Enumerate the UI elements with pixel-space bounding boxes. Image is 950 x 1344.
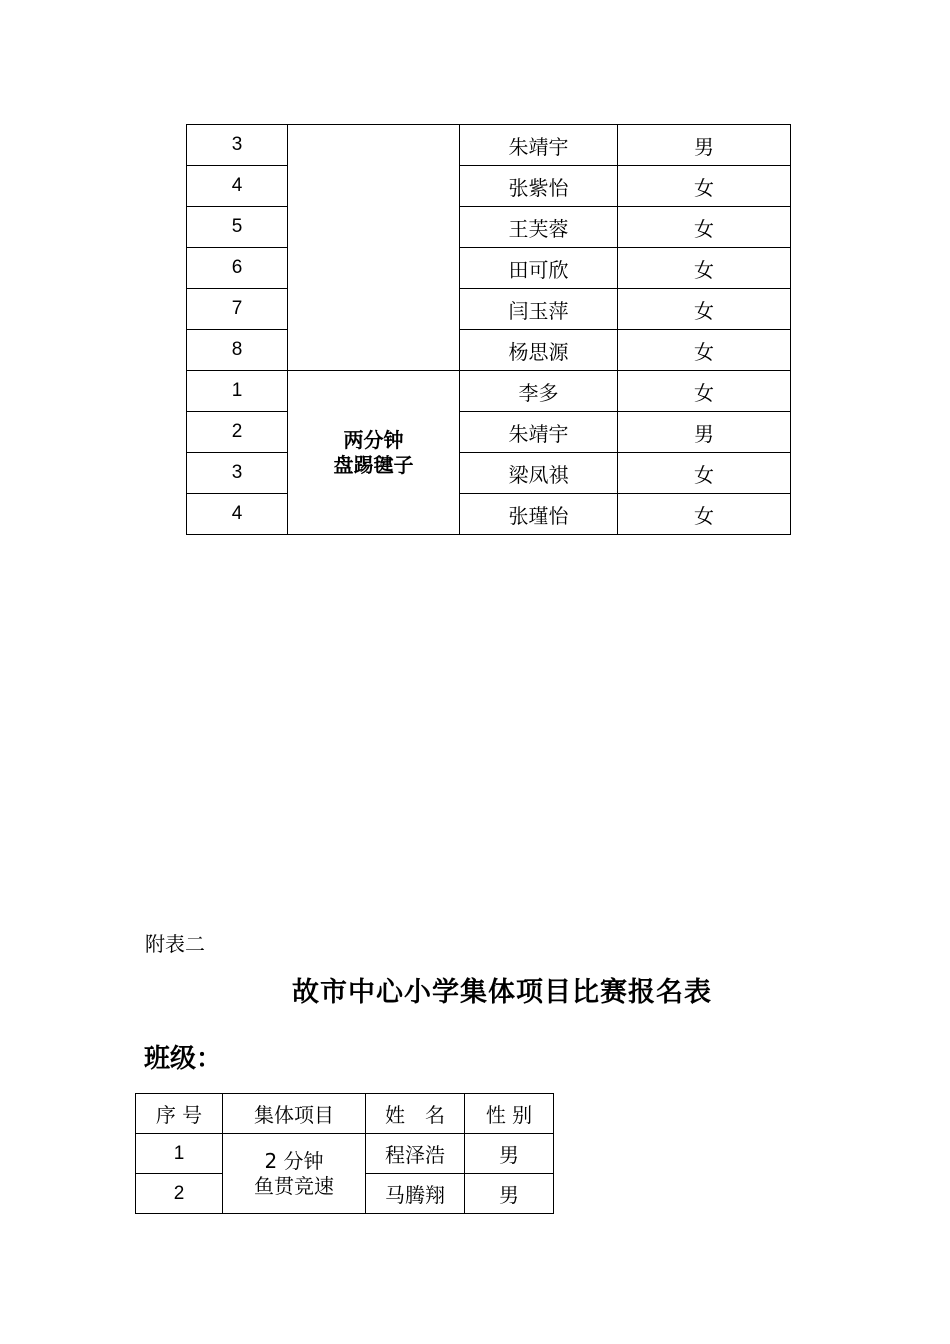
class-label: 班级：	[144, 1044, 223, 1074]
table-row	[187, 494, 791, 535]
seq-cell: 1	[136, 1134, 223, 1174]
table-row	[187, 330, 791, 371]
name-cell: 朱靖宇	[460, 125, 618, 166]
gender-cell: 女	[618, 289, 791, 330]
project-cell	[288, 371, 460, 535]
name-cell: 闫玉萍	[460, 289, 618, 330]
name-cell: 张紫怡	[460, 166, 618, 207]
seq-cell: 8	[187, 330, 288, 371]
seq-cell: 7	[187, 289, 288, 330]
seq-cell: 2	[187, 412, 288, 453]
header-gender: 性 别	[465, 1094, 554, 1134]
seq-cell: 1	[187, 371, 288, 412]
table-row	[187, 289, 791, 330]
table-row	[187, 207, 791, 248]
project-cell	[223, 1134, 366, 1214]
project-line-2: 鱼贯竞速	[254, 1173, 334, 1198]
header-name: 姓 名	[366, 1094, 465, 1134]
seq-cell: 5	[187, 207, 288, 248]
seq-cell: 3	[187, 453, 288, 494]
project-cell	[288, 125, 460, 371]
name-cell: 程泽浩	[366, 1134, 465, 1174]
name-cell: 田可欣	[460, 248, 618, 289]
header-seq: 序 号	[136, 1094, 223, 1134]
seq-cell: 6	[187, 248, 288, 289]
table-row	[187, 125, 791, 166]
gender-cell: 女	[618, 453, 791, 494]
gender-cell: 女	[618, 207, 791, 248]
name-cell: 杨思源	[460, 330, 618, 371]
header-row	[136, 1094, 554, 1134]
name-cell: 张瑾怡	[460, 494, 618, 535]
gender-cell: 男	[618, 412, 791, 453]
page-title: 故市中心小学集体项目比赛报名表	[292, 977, 712, 1008]
signup-table-continued	[186, 124, 791, 535]
name-cell: 王芙蓉	[460, 207, 618, 248]
gender-cell: 男	[618, 125, 791, 166]
table-row	[187, 453, 791, 494]
header-project: 集体项目	[223, 1094, 366, 1134]
table-row	[136, 1134, 554, 1174]
gender-cell: 女	[618, 248, 791, 289]
name-cell: 梁凤祺	[460, 453, 618, 494]
seq-cell: 4	[187, 166, 288, 207]
gender-cell: 女	[618, 494, 791, 535]
gender-cell: 男	[465, 1174, 554, 1214]
gender-cell: 女	[618, 330, 791, 371]
gender-cell: 男	[465, 1134, 554, 1174]
gender-cell: 女	[618, 166, 791, 207]
gender-cell: 女	[618, 371, 791, 412]
name-cell: 朱靖宇	[460, 412, 618, 453]
table-row	[187, 412, 791, 453]
project-line-1: 2 分钟	[264, 1148, 324, 1173]
table-row	[187, 371, 791, 412]
name-cell: 李多	[460, 371, 618, 412]
project-line-1: 两分钟	[343, 427, 404, 452]
name-cell: 马腾翔	[366, 1174, 465, 1214]
seq-cell: 4	[187, 494, 288, 535]
group-signup-table	[135, 1093, 554, 1214]
table-row	[187, 248, 791, 289]
table-row	[187, 166, 791, 207]
project-line-2: 盘踢毽子	[333, 452, 414, 477]
seq-cell: 3	[187, 125, 288, 166]
annex-label: 附表二	[145, 932, 205, 956]
seq-cell: 2	[136, 1174, 223, 1214]
